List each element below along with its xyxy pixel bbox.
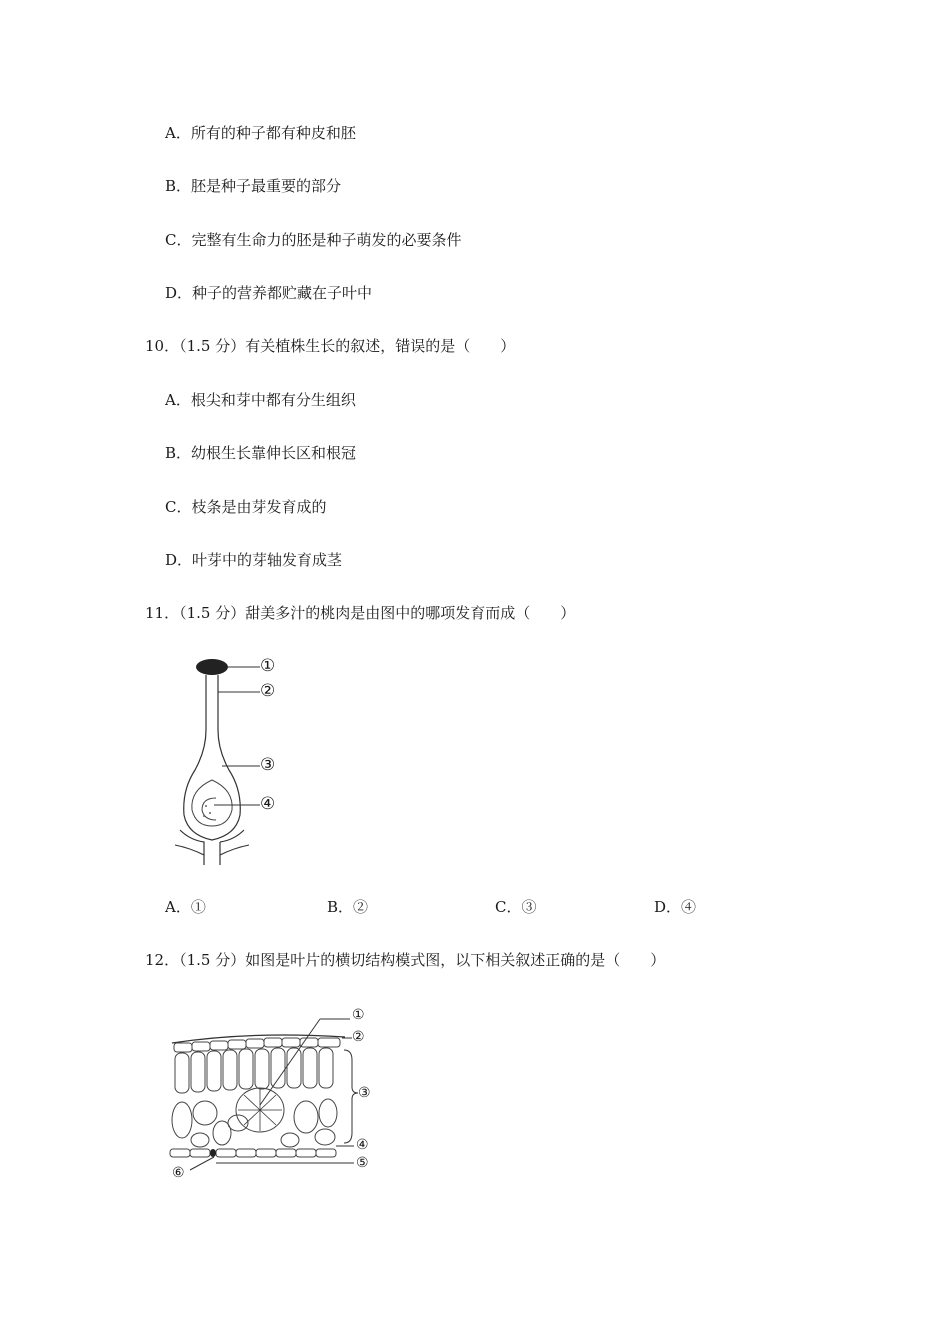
q11-option-b: B．②	[327, 898, 369, 916]
q10-option-d: D．叶芽中的芽轴发育成茎	[165, 551, 343, 569]
leaf-label-1: ①	[352, 1007, 365, 1023]
q10-option-c: C．枝条是由芽发育成的	[165, 498, 327, 516]
q9-option-a: A．所有的种子都有种皮和胚	[165, 124, 356, 142]
q9-option-b: B．胚是种子最重要的部分	[165, 177, 342, 195]
pistil-label-3: ③	[260, 755, 276, 775]
q11-option-d: D．④	[654, 898, 697, 916]
q12-stem: 12．（1.5 分）如图是叶片的横切结构模式图，以下相关叙述正确的是（ ）	[145, 951, 666, 969]
q11-option-a: A．①	[165, 898, 206, 916]
leaf-label-4: ④	[356, 1137, 369, 1153]
leaf-label-3: ③	[358, 1085, 371, 1101]
leaf-label-6: ⑥	[172, 1165, 185, 1181]
q10-stem: 10．（1.5 分）有关植株生长的叙述，错误的是（ ）	[145, 337, 516, 355]
pistil-diagram-svg	[170, 650, 310, 870]
q10-option-a: A．根尖和芽中都有分生组织	[165, 391, 356, 409]
q11-stem: 11．（1.5 分）甜美多汁的桃肉是由图中的哪项发育而成（ ）	[145, 604, 576, 622]
pistil-label-2: ②	[260, 681, 276, 701]
leaf-label-5: ⑤	[356, 1155, 369, 1171]
q11-option-c: C．③	[495, 898, 537, 916]
pistil-diagram	[170, 650, 310, 870]
pistil-label-1: ①	[260, 656, 276, 676]
pistil-label-4: ④	[260, 794, 276, 814]
q9-option-d: D．种子的营养都贮藏在子叶中	[165, 284, 373, 302]
leaf-label-2: ②	[352, 1029, 365, 1045]
leaf-cross-section-diagram	[160, 1005, 390, 1185]
q10-option-b: B．幼根生长靠伸长区和根冠	[165, 444, 357, 462]
q9-option-c: C．完整有生命力的胚是种子萌发的必要条件	[165, 231, 462, 249]
